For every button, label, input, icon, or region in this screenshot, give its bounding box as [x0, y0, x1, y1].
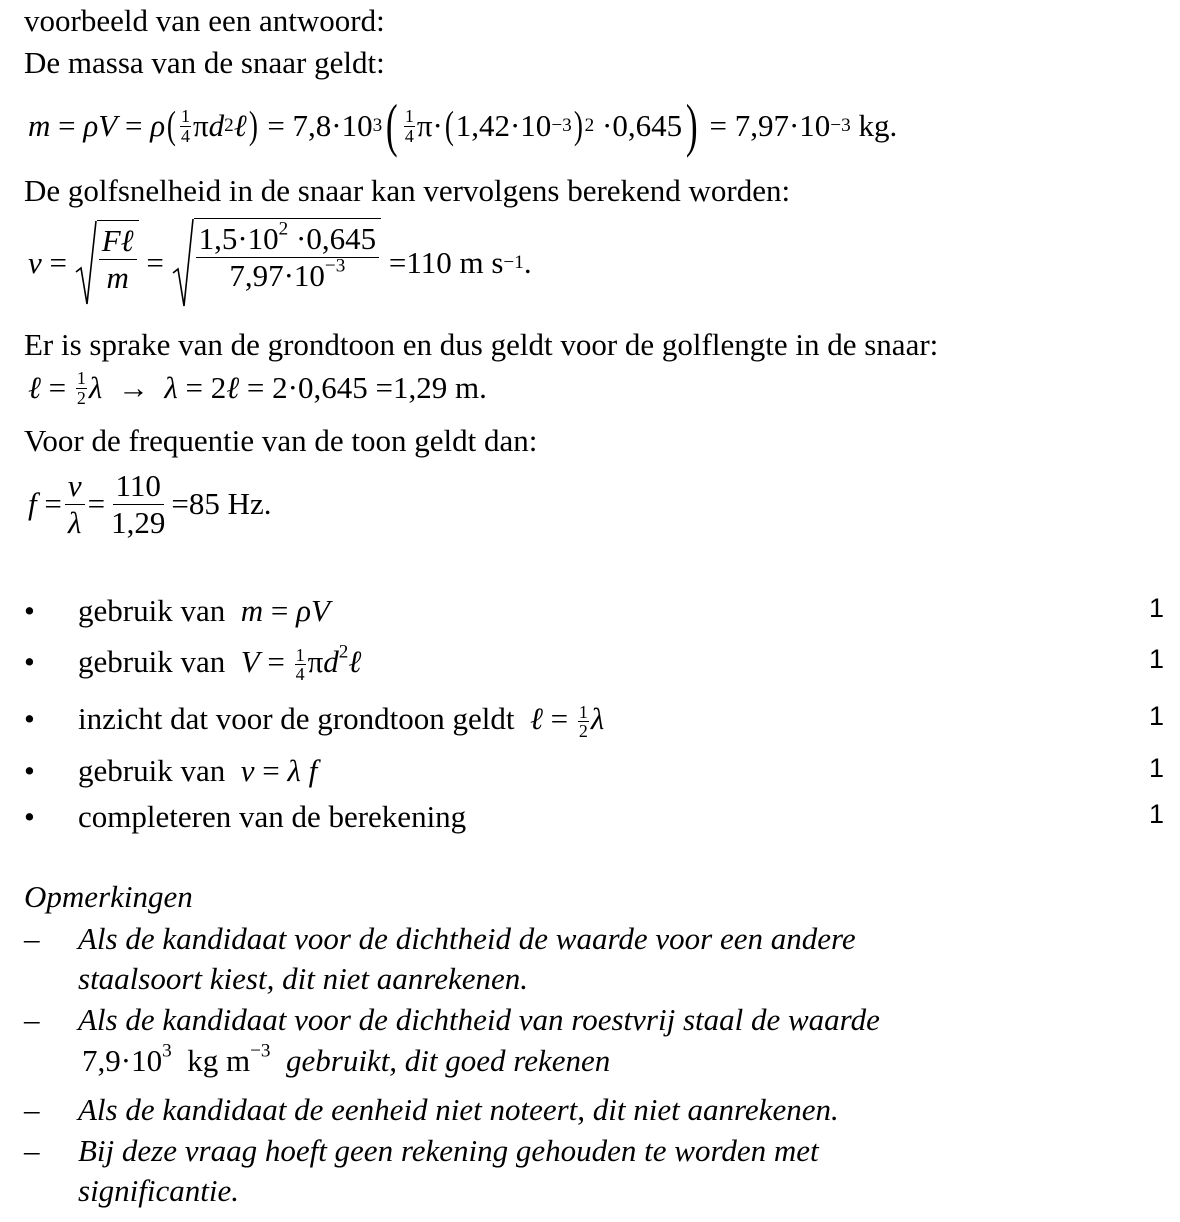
- criterion-row: • gebruik van v = λ f 1: [24, 753, 1164, 788]
- bullet-icon: •: [24, 701, 35, 736]
- criterion-points: 1: [1148, 593, 1164, 623]
- remarks-heading: Opmerkingen: [24, 879, 193, 914]
- remark-line: staalsoort kiest, dit niet aanrekenen.: [78, 961, 528, 996]
- density-value: 7,8: [292, 108, 332, 144]
- remark-line: significantie.: [78, 1173, 240, 1208]
- string-length-value: 0,645: [612, 108, 683, 144]
- mass-equation: m = ρV = ρ ( 1 4 π d 2 ℓ ) = 7,8 ·10 3 ( 1 4 π· ( 1,42 ·10 −3 ) 2 · 0,645 ) = 7,97 ·10 −3 kg.: [28, 92, 898, 158]
- wavelength-intro: Er is sprake van de grondtoon en dus geldt voor de golflengte in de snaar:: [24, 327, 939, 362]
- dash-icon: –: [24, 921, 40, 956]
- answer-heading: voorbeeld van een antwoord:: [24, 3, 385, 38]
- criterion-points: 1: [1148, 701, 1164, 731]
- criterion-row: • gebruik van m = ρV 1: [24, 593, 1164, 628]
- mass-result: 7,97: [734, 108, 789, 144]
- wavelength-result: 1,29: [392, 370, 448, 406]
- remark-line: $7,9\cdot 10^3$ kg $m^{-3}$ gebruikt, dit goed rekenen: [82, 1040, 611, 1078]
- frequency-equation: f = $\frac{v}{\lambda}$ = $\frac{110}{1,29}$ = 85 Hz.: [28, 467, 272, 540]
- bullet-icon: •: [24, 799, 35, 834]
- bullet-icon: •: [24, 644, 35, 679]
- wavelength-equation: ℓ = 1 2 λ → λ = 2 ℓ = 2· 0,645 = 1,29 m.: [28, 367, 487, 408]
- frequency-intro: Voor de frequentie van de toon geldt dan:: [24, 423, 538, 458]
- velocity-intro: De golfsnelheid in de snaar kan vervolgens berekend worden:: [24, 173, 791, 208]
- velocity-equation: v = $\frac{\text{Fℓ}}{m}$ = $\frac{1,5\cdot 10^2 \cdot 0,645}{7,97\cdot 10^{-3}}$ = 110 m s −1 .: [28, 214, 532, 312]
- diameter-value: 1,42: [455, 108, 510, 144]
- remark-line: Als de kandidaat de eenheid niet noteert, dit niet aanrekenen.: [78, 1092, 839, 1127]
- dash-icon: –: [24, 1002, 40, 1037]
- bullet-icon: •: [24, 593, 35, 628]
- mass-intro: De massa van de snaar geldt:: [24, 45, 385, 80]
- sqrt-numeric: $\frac{1,5\cdot 10^2 \cdot 0,645}{7,97\cdot 10^{-3}}$: [172, 218, 382, 308]
- remark-line: Bij deze vraag hoeft geen rekening gehouden te worden met: [78, 1133, 819, 1168]
- bullet-icon: •: [24, 753, 35, 788]
- criterion-row: • completeren van de berekening 1: [24, 799, 1164, 834]
- dash-icon: –: [24, 1133, 40, 1168]
- criterion-points: 1: [1148, 799, 1164, 829]
- criterion-points: 1: [1148, 753, 1164, 783]
- frequency-result: 85: [188, 486, 220, 522]
- criterion-points: 1: [1148, 644, 1164, 674]
- velocity-result: 110: [406, 245, 452, 281]
- remark-line: Als de kandidaat voor de dichtheid van roestvrij staal de waarde: [78, 1002, 880, 1037]
- sqrt-symbolic: $\frac{\text{Fℓ}}{m}$: [75, 220, 139, 306]
- remark-line: Als de kandidaat voor de dichtheid de waarde voor een andere: [78, 921, 856, 956]
- dash-icon: –: [24, 1092, 40, 1127]
- criterion-row: • inzicht dat voor de grondtoon geldt ℓ = $\frac{1}{2}$ λ 1: [24, 701, 1164, 742]
- criterion-row: • gebruik van V = $\frac{1}{4}$ $\pi d^2\ell$ 1: [24, 641, 1164, 685]
